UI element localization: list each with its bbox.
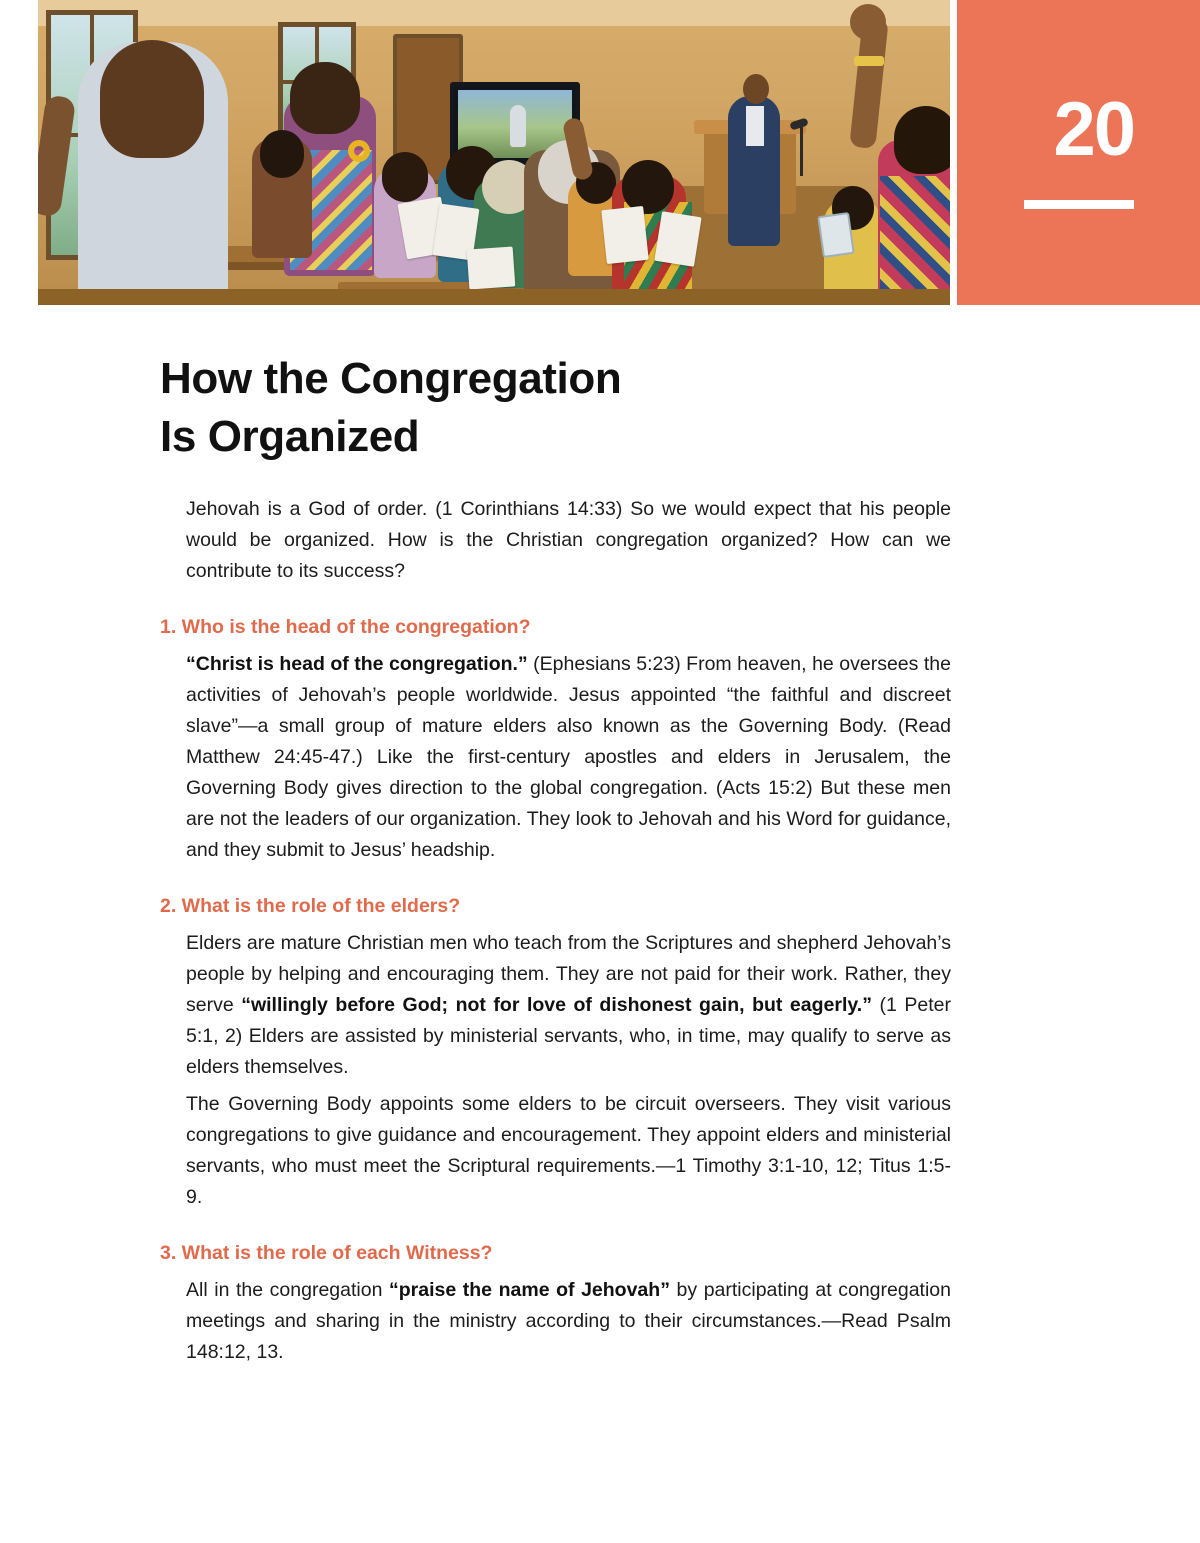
chapter-hero-image (38, 0, 950, 305)
audience-head (622, 160, 674, 214)
page-header (0, 0, 1200, 305)
paragraph-text: All in the congregation (186, 1279, 389, 1301)
scripture-quote: “willingly before God; not for love of dishonest gain, but eagerly.” (241, 994, 872, 1016)
hall-floor (38, 289, 950, 305)
wristband-icon (854, 56, 884, 66)
audience-head (260, 130, 304, 178)
tablet-icon (817, 212, 855, 258)
illustration-scene (38, 0, 950, 305)
speaker-shirt (746, 106, 764, 146)
question-sections (160, 613, 951, 1368)
chapter-number-tab (957, 0, 1200, 305)
audience-head (894, 106, 950, 174)
question-heading: 1. Who is the head of the congregation? (160, 616, 531, 638)
earring-icon (348, 140, 370, 162)
hall-ceiling (38, 0, 950, 26)
speaker-head (743, 74, 769, 104)
chapter-number-underline (1024, 200, 1134, 209)
foreground-head (100, 40, 204, 158)
paragraph-text: (Ephesians 5:23) From heaven, he oversees the activities of Jehovah’s people worldwide. Jesus appointed “the faithful and discreet slave”—a small group of mature elders also known as the Governing Body. (Read Matthew 24:45-47.) Like the first-century apostles and elders in Jerusalem, the Governing Body gives direction to the global congregation. (Acts 15:2) But these men are not the leaders of our organization. They look to Jehovah and his Word for guidance, and they submit to Jesus’ headship. (186, 653, 951, 861)
raised-hand-palm (850, 4, 886, 40)
paragraph-text: The Governing Body appoints some elders to be circuit overseers. They visit various congregations to give guidance and encouragement. They appoint elders and ministerial servants, who must meet the Scriptural requirements.—1 Timothy 3:1-10, 12; Titus 1:5-9. (186, 1093, 951, 1208)
page-title-line-1: How the Congregation (160, 354, 622, 403)
audience-head (382, 152, 428, 202)
answer-paragraph (186, 1089, 951, 1213)
page-title (160, 350, 940, 466)
answer-paragraph (186, 1275, 951, 1368)
question-heading: 2. What is the role of the elders? (160, 895, 461, 917)
question-heading: 3. What is the role of each Witness? (160, 1242, 493, 1264)
answer-paragraph (186, 649, 951, 866)
answer-paragraph (186, 928, 951, 1083)
paragraph-text: Elders are mature Christian men who teach from the Scriptures and shepherd Jehovah’s people by helping and encouraging them. They are not paid for their work. Rather, they serve (186, 932, 951, 1016)
scripture-quote: “praise the name of Jehovah” (389, 1279, 670, 1301)
audience-head (290, 62, 360, 134)
article-body (160, 494, 951, 1368)
intro-paragraph: Jehovah is a God of order. (1 Corinthians 14:33) So we would expect that his people would be organized. How is the Christian congregation organized? How can we contribute to its success? (186, 498, 951, 582)
paragraph-text: (1 Peter 5:1, 2) Elders are assisted by ministerial servants, who, in time, may qualify to serve as elders themselves. (186, 994, 951, 1078)
audience-figure-clothing (880, 176, 950, 304)
open-book (654, 211, 701, 267)
chapter-number: 20 (1053, 87, 1134, 172)
microphone-stand (800, 126, 803, 176)
open-book (601, 206, 648, 264)
page-title-line-2: Is Organized (160, 412, 420, 462)
open-book (467, 246, 516, 289)
scripture-quote: “Christ is head of the congregation.” (186, 653, 528, 675)
paragraph-text: by participating at congregation meetings and sharing in the ministry according to their circumstances.—Read Psalm 148:12, 13. (186, 1279, 951, 1363)
